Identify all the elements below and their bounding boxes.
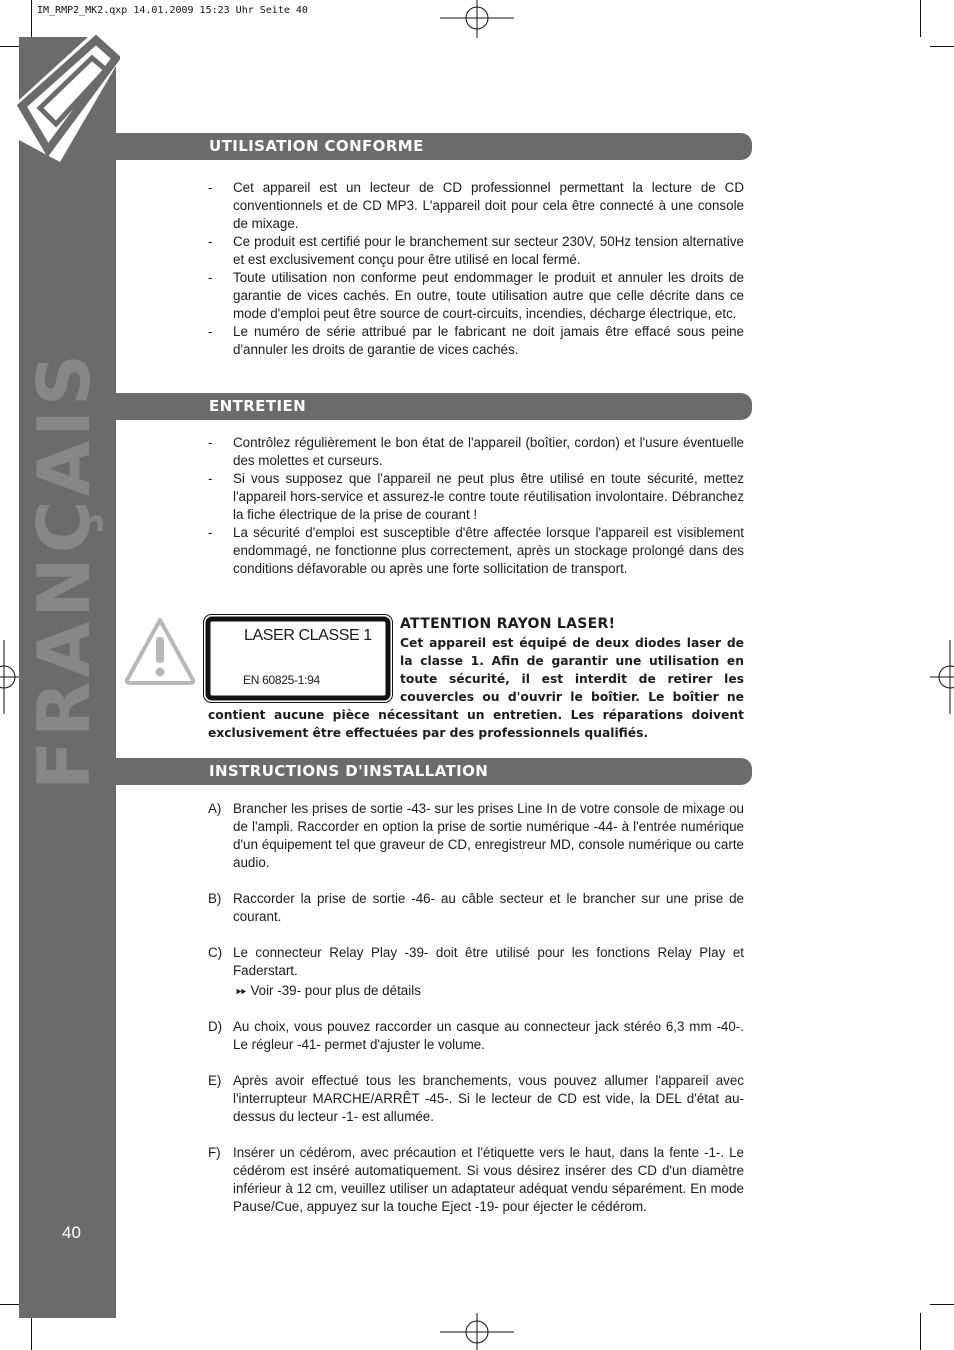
list-item [208, 233, 744, 269]
list-item [208, 800, 744, 872]
list-item [208, 1144, 744, 1216]
double-arrow-icon: ⏩︎ [236, 983, 251, 998]
warning-triangle-icon [124, 617, 196, 685]
list-text: Si vous supposez que l'appareil ne peut plus être utilisé en toute sécurité, mettez l'appareil hors-service et assurez-le contre toute réutilisation involontaire. Débranchez la fiche électrique de la prise de courant ! [233, 471, 744, 522]
list-item [208, 179, 744, 233]
list-marker: A) [208, 801, 222, 816]
list-item [208, 944, 744, 980]
list-marker: - [208, 234, 213, 249]
section-title-installation: INSTRUCTIONS D'INSTALLATION [116, 758, 752, 785]
list-text: Cet appareil est un lecteur de CD professionnel permettant la lecture de CD conventionnels et de CD MP3. L'appareil doit pour cela être connecté à une console de mixage. [233, 180, 744, 231]
print-header: IM_RMP2_MK2.qxp 14.01.2009 15:23 Uhr Seite 40 [37, 5, 308, 16]
section-title-entretien: ENTRETIEN [116, 393, 752, 420]
list-marker: - [208, 180, 213, 195]
list-text: Insérer un cédérom, avec précaution et l'étiquette vers le haut, dans la fente -1-. Le cédérom est inséré automatiquement. Si vous désirez insérer des CD d'un diamètre inférieur à 12 cm, veuillez utiliser un adaptateur adéquat vendu séparément. En mode Pause/Cue, appuyez sur la touche Eject -19- pour éjecter le cédérom. [233, 1145, 744, 1214]
laser-warning [208, 614, 744, 742]
entretien-list [208, 434, 744, 578]
list-item [208, 890, 744, 926]
utilisation-list [208, 179, 744, 359]
language-label [24, 590, 104, 790]
list-text: Le connecteur Relay Play -39- doit être utilisé pour les fonctions Relay Play et Faderstart. [233, 945, 744, 978]
list-marker: D) [208, 1019, 223, 1034]
list-marker: E) [208, 1073, 222, 1088]
page-number: 40 [62, 1223, 81, 1242]
see-also-note [208, 982, 744, 1000]
list-text: La sécurité d'emploi est susceptible d'être affectée lorsque l'appareil est visiblement endommagé, ne fonctionne plus correctement, après un stockage prolongé dans des conditions défavorable ou après une forte sollicitation de transport. [233, 525, 744, 576]
list-marker: - [208, 471, 213, 486]
list-item [208, 1072, 744, 1126]
list-text: Toute utilisation non conforme peut endommager le produit et annuler les droits de garantie de vices cachés. En outre, toute utilisation autre que celle décrite dans ce mode d'emploi peut être source de court-circuits, incendies, décharge électrique, etc. [233, 270, 744, 321]
list-marker: B) [208, 891, 222, 906]
list-text: Brancher les prises de sortie -43- sur les prises Line In de votre console de mixage ou de l'ampli. Raccorder en option la prise de sortie numérique -44- à l'entrée numérique d'un équipement tel que graveur de CD, enregistreur MD, console numérique ou carte audio. [233, 801, 744, 870]
laser-warning-text: Cet appareil est équipé de deux diodes laser de la classe 1. Afin de garantir une utilisation en toute sécurité, il est interdit de retirer les couvercles ou d'ouvrir le boîtier. Le boîtier ne contient aucune pièce nécessitant un entretien. Les réparations doivent exclusivement être effectuées par des professionnels qualifiés. [208, 636, 744, 740]
list-text: Raccorder la prise de sortie -46- au câble secteur et le brancher sur une prise de courant. [233, 891, 744, 924]
registration-mark-right [930, 640, 954, 714]
list-marker: - [208, 324, 213, 339]
list-item [208, 323, 744, 359]
registration-mark-top [440, 0, 514, 38]
list-item [208, 269, 744, 323]
list-item [208, 524, 744, 578]
list-text: Ce produit est certifié pour le branchement sur secteur 230V, 50Hz tension alternative et est exclusivement conçu pour être utilisé en local fermé. [233, 234, 744, 267]
list-item [208, 1018, 744, 1054]
list-text: Après avoir effectué tous les branchements, vous pouvez allumer l'appareil avec l'interrupteur MARCHE/ARRÊT -45-. Si le lecteur de CD est vide, la DEL d'état au-dessus du lecteur -1- est allumée. [233, 1073, 744, 1124]
section-title-utilisation: UTILISATION CONFORME [116, 133, 752, 160]
laser-warning-title: ATTENTION RAYON LASER! [400, 616, 616, 632]
laser-class-text: LASER CLASSE 1 [244, 627, 372, 644]
registration-mark-bottom [440, 1313, 514, 1350]
brand-logo-icon [0, 0, 120, 170]
laser-norm-text: EN 60825-1:94 [243, 673, 320, 687]
see-also-text: Voir -39- pour plus de détails [250, 983, 421, 998]
list-marker: - [208, 270, 213, 285]
list-item [208, 434, 744, 470]
list-marker: - [208, 435, 213, 450]
list-item [208, 470, 744, 524]
list-marker: - [208, 525, 213, 540]
list-marker: F) [208, 1145, 221, 1160]
list-text: Le numéro de série attribué par le fabricant ne doit jamais être effacé sous peine d'annuler les droits de garantie de vices cachés. [233, 324, 744, 357]
list-text: Au choix, vous pouvez raccorder un casque au connecteur jack stéréo 6,3 mm -40-. Le régleur -41- permet d'ajuster le volume. [233, 1019, 744, 1052]
installation-list [208, 800, 744, 1216]
list-text: Contrôlez régulièrement le bon état de l'appareil (boîtier, cordon) et l'usure éventuelle des molettes et curseurs. [233, 435, 744, 468]
list-marker: C) [208, 945, 223, 960]
